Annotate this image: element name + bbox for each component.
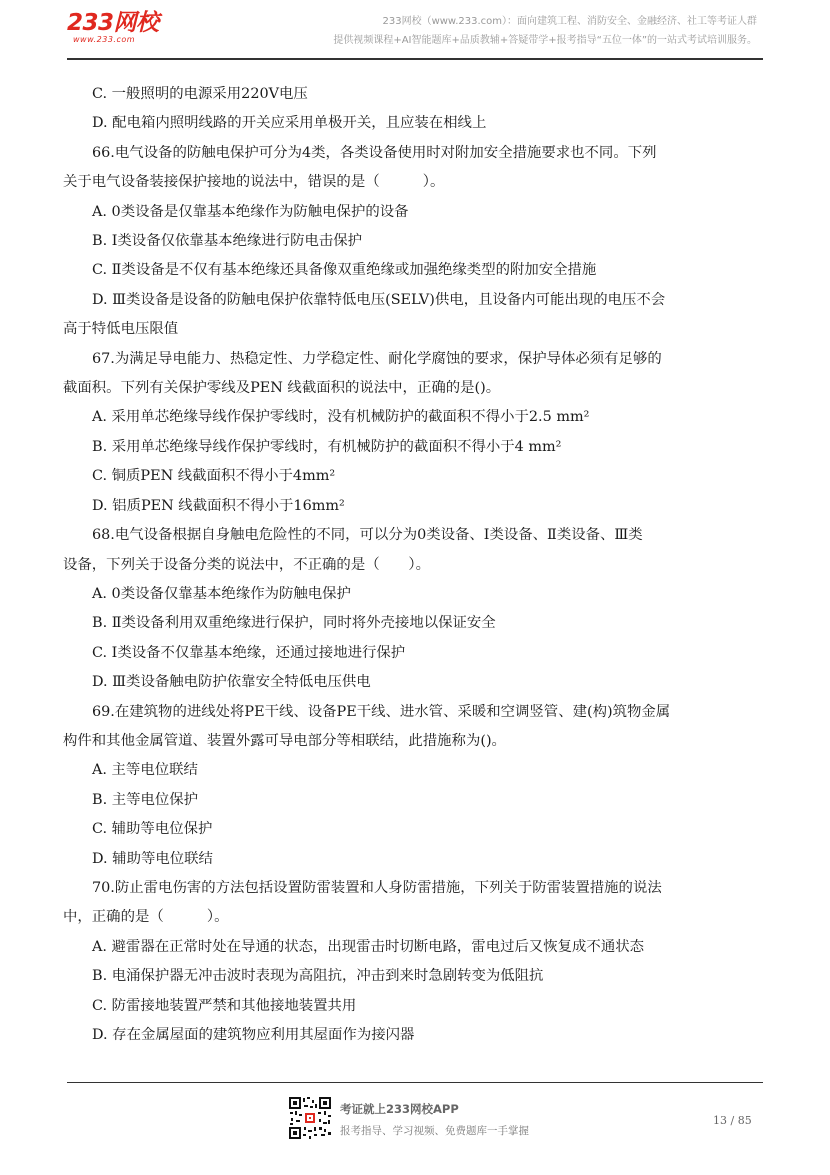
option-line: D. Ⅲ类设备是设备的防触电保护依靠特低电压(SELV)供电，且设备内可能出现的电压不会 xyxy=(92,291,666,308)
qr-code-icon xyxy=(288,1096,332,1140)
page-header xyxy=(0,0,830,62)
option-line: C. Ⅰ类设备不仅靠基本绝缘，还通过接地进行保护 xyxy=(92,644,406,661)
slogan-line-2: 提供视频课程+AI智能题库+品质教辅+答疑带学+报考指导“五位一体”的一站式考试培训服务。 xyxy=(333,35,757,46)
option-line: B. I类设备仅依靠基本绝缘进行防电击保护 xyxy=(92,233,363,250)
option-line: B. 电涌保护器无冲击波时表现为高阻抗，冲击到来时急剧转变为低阻抗 xyxy=(92,968,544,985)
app-promo-title: 考证就上233网校APP xyxy=(340,1102,459,1116)
question-68: 68.电气设备根据自身触电危险性的不同，可以分为0类设备、Ⅰ类设备、Ⅱ类设备、Ⅲ类 xyxy=(92,527,643,544)
option-line: C. 防雷接地装置严禁和其他接地装置共用 xyxy=(92,997,357,1014)
question-67: 67.为满足导电能力、热稳定性、力学稳定性、耐化学腐蚀的要求，保护导体必须有足够的 xyxy=(92,350,662,367)
option-line: C. Ⅱ类设备是不仅有基本绝缘还具备像双重绝缘或加强绝缘类型的附加安全措施 xyxy=(92,262,597,279)
option-line: D. 铝质PEN 线截面积不得小于16mm² xyxy=(92,497,345,514)
option-line: D. 存在金属屋面的建筑物应利用其屋面作为接闪器 xyxy=(92,1027,415,1043)
text-line: 截面积。下列有关保护零线及PEN 线截面积的说法中，正确的是()。 xyxy=(63,380,501,397)
option-line: A. 主等电位联结 xyxy=(92,762,198,779)
logo-url: www.233.com xyxy=(73,35,136,44)
question-69: 69.在建筑物的进线处将PE干线、设备PE干线、进水管、采暖和空调竖管、建(构)筑物金属 xyxy=(92,703,671,720)
option-line: D. Ⅲ类设备触电防护依靠安全特低电压供电 xyxy=(92,674,371,691)
option-line: D. 辅助等电位联结 xyxy=(92,850,213,867)
text-line: D. 配电箱内照明线路的开关应采用单极开关，且应装在相线上 xyxy=(92,115,487,132)
slogan-line-1: 233网校（www.233.com）：面向建筑工程、消防安全、金融经济、社工等考证人群 xyxy=(382,16,757,27)
header-divider xyxy=(67,58,763,60)
page-number: 13 / 85 xyxy=(713,1114,752,1127)
option-line: A. 0类设备仅靠基本绝缘作为防触电保护 xyxy=(92,585,351,602)
option-line: A. 采用单芯绝缘导线作保护零线时，没有机械防护的截面积不得小于2.5 mm² xyxy=(92,409,590,426)
header-slogan xyxy=(333,12,757,50)
text-line: 高于特低电压限值 xyxy=(63,321,179,338)
text-line: C. 一般照明的电源采用220V电压 xyxy=(92,86,308,102)
option-line: A. 0类设备是仅靠基本绝缘作为防触电保护的设备 xyxy=(92,203,409,220)
text-line: 构件和其他金属管道、装置外露可导电部分等相联结，此措施称为()。 xyxy=(63,732,506,749)
option-line: C. 铜质PEN 线截面积不得小于4mm² xyxy=(92,468,336,485)
option-line: B. Ⅱ类设备利用双重绝缘进行保护，同时将外壳接地以保证安全 xyxy=(92,615,496,632)
option-line: C. 辅助等电位保护 xyxy=(92,821,213,838)
question-70: 70.防止雷电伤害的方法包括设置防雷装置和人身防雷措施，下列关于防雷装置措施的说法 xyxy=(92,879,662,896)
option-line: B. 采用单芯绝缘导线作保护零线时，有机械防护的截面积不得小于4 mm² xyxy=(92,438,562,455)
app-promo-subtitle: 报考指导、学习视频、免费题库一手掌握 xyxy=(340,1125,529,1137)
option-line: B. 主等电位保护 xyxy=(92,791,199,808)
footer-divider xyxy=(67,1082,763,1083)
text-line: 关于电气设备装接保护接地的说法中，错误的是（ ）。 xyxy=(63,174,445,191)
text-line: 设备，下列关于设备分类的说法中，不正确的是（ ）。 xyxy=(63,556,430,573)
brand-logo xyxy=(67,10,159,44)
question-66: 66.电气设备的防触电保护可分为4类，各类设备使用时对附加安全措施要求也不同。下列 xyxy=(92,144,657,161)
document-body xyxy=(63,80,770,1050)
option-line: A. 避雷器在正常时处在导通的状态，出现雷击时切断电路，雷电过后又恢复成不通状态 xyxy=(92,938,644,955)
logo-text: 233网校 xyxy=(67,10,159,36)
text-line: 中，正确的是（ ）。 xyxy=(63,909,229,926)
